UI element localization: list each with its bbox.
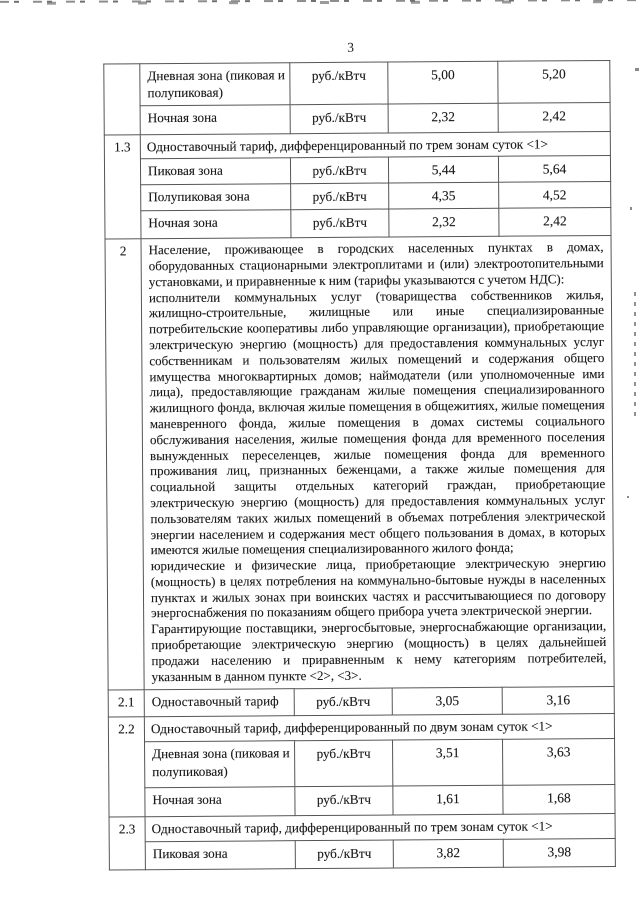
tariff-value-col1: 3,51 — [393, 740, 503, 787]
section-header-row — [108, 714, 614, 743]
consumer-category-paragraph: Гарантирующие поставщики, энергосбытовые, энергоснабжающие организации, приобретающие электрическую энергию (мощность) в целях дальнейшей продажи населению и приравненным к нему категориям потребителей, указанным в данном пункте <2>, <3>. — [151, 618, 607, 684]
section-header-row — [104, 131, 610, 159]
tariff-unit: руб./кВтч — [291, 209, 389, 238]
category-description-cell — [141, 236, 614, 691]
tariff-table — [103, 60, 616, 871]
section-number: 2.1 — [108, 690, 144, 717]
tariff-unit: руб./кВтч — [290, 104, 388, 134]
tariff-zone-label: Ночная зона — [141, 210, 291, 239]
tariff-zone-label: Дневная зона (пиковая и полупиковая) — [140, 63, 290, 106]
tariff-row — [109, 839, 615, 871]
tariff-unit: руб./кВтч — [290, 157, 388, 184]
section-number: 1.3 — [104, 135, 141, 239]
tariff-value-col2: 5,20 — [498, 60, 610, 103]
section-header: Одноставочный тариф, дифференцированный по двум зонам суток <1> — [144, 714, 614, 742]
tariff-zone-label: Пиковая зона — [145, 841, 295, 870]
tariff-value-col1: 5,44 — [388, 156, 498, 183]
consumer-category-paragraph: исполнители коммунальных услуг (товарищества собственников жилья, жилищно-строительные, жилищные или иные специализированные потребительские кооперативы либо управляющие организации), приобретающие электрическую энергию (мощность) для предоставления коммунальных услуг собственникам и пользователям жилых помещений и содержания общего имущества многоквартирных домов; наймодатели (или уполномоченные ими лица), предоставляющие гражданам жилые помещения специализированного жилищного фонда, включая жилые помещения в общежитиях, жилые помещения маневренного фонда, жилые помещения в домах системы социального обслуживания населения, жилые помещения фонда для временного поселения вынужденных переселенцев, жилые помещения фонда для временного проживания лиц, признанных беженцами, а также жилые помещения для социальной защиты отдельных категорий граждан, приобретающие электрическую энергию (мощность) для предоставления коммунальных услуг пользователям таких жилых помещений в объемах потребления электрической энергии населением и содержания мест общего пользования в домах, в которых имеются жилые помещения специализированного жилого фонда; — [148, 286, 606, 558]
category-description-row — [105, 236, 614, 691]
tariff-value-col2: 3,16 — [502, 687, 614, 715]
tariff-value-col1: 2,32 — [388, 103, 498, 133]
tariff-value-col1: 1,61 — [393, 786, 503, 816]
tariff-value-col2: 4,52 — [499, 182, 611, 209]
tariff-value-col1: 2,32 — [389, 208, 499, 237]
tariff-row — [105, 182, 611, 212]
tariff-row — [109, 785, 615, 818]
tariff-value-col2: 5,64 — [498, 156, 610, 183]
tariff-unit: руб./кВтч — [295, 840, 393, 869]
consumer-category-paragraph: юридические и физические лица, приобретающие электрическую энергию (мощность) в целях потребления на коммунально-бытовые нужды в населенных пунктах и жилых зонах при воинских частях и рассчитывающиеся по договору энергоснабжения по показаниям общего прибора учета электрической энергии. — [150, 555, 607, 621]
tariff-zone-label: Дневная зона (пиковая и полупиковая) — [145, 741, 295, 788]
tariff-zone-label: Ночная зона — [140, 105, 290, 135]
tariff-row — [109, 739, 615, 789]
tariff-zone-label: Пиковая зона — [140, 158, 290, 185]
tariff-value-col1: 3,05 — [392, 688, 502, 716]
tariff-row — [104, 60, 610, 106]
tariff-row — [104, 102, 610, 135]
page-number: 3 — [347, 39, 354, 55]
section-number: 2.3 — [109, 817, 145, 870]
section-header-row — [109, 814, 615, 843]
section-header: Одноставочный тариф, дифференцированный по трем зонам суток <1> — [145, 814, 615, 842]
tariff-value-col1: 5,00 — [388, 61, 498, 104]
tariff-value-col1: 4,35 — [389, 182, 499, 209]
section-number: 2 — [105, 239, 144, 691]
tariff-zone-label: Ночная зона — [145, 787, 295, 817]
tariff-unit: руб./кВтч — [295, 786, 393, 816]
section-header: Одноставочный тариф, дифференцированный по трем зонам суток <1> — [140, 131, 610, 158]
consumer-category-paragraph: Население, проживающее в городских населенных пунктах в домах, оборудованных стационарными электроплитами и (или) электроотопительными установками, и приравненные к ним (тарифы указываются с учетом НДС): — [148, 239, 604, 289]
tariff-value-col2: 2,42 — [499, 208, 611, 237]
tariff-value-col2: 3,98 — [503, 839, 615, 868]
section-number — [104, 64, 140, 135]
tariff-value-col2: 1,68 — [503, 785, 615, 815]
tariff-row — [108, 687, 614, 718]
section-number: 2.2 — [108, 717, 145, 817]
tariff-unit: руб./кВтч — [295, 740, 393, 787]
tariff-value-col2: 2,42 — [498, 102, 610, 132]
tariff-row — [104, 156, 610, 186]
tariff-value-col1: 3,82 — [393, 840, 503, 869]
tariff-row — [105, 208, 611, 240]
tariff-unit: руб./кВтч — [290, 62, 388, 105]
tariff-zone-label: Одноставочный тариф — [144, 689, 294, 717]
tariff-value-col2: 3,63 — [503, 739, 615, 786]
tariff-zone-label: Полупиковая зона — [141, 184, 291, 211]
tariff-unit: руб./кВтч — [294, 688, 392, 716]
tariff-unit: руб./кВтч — [291, 183, 389, 210]
